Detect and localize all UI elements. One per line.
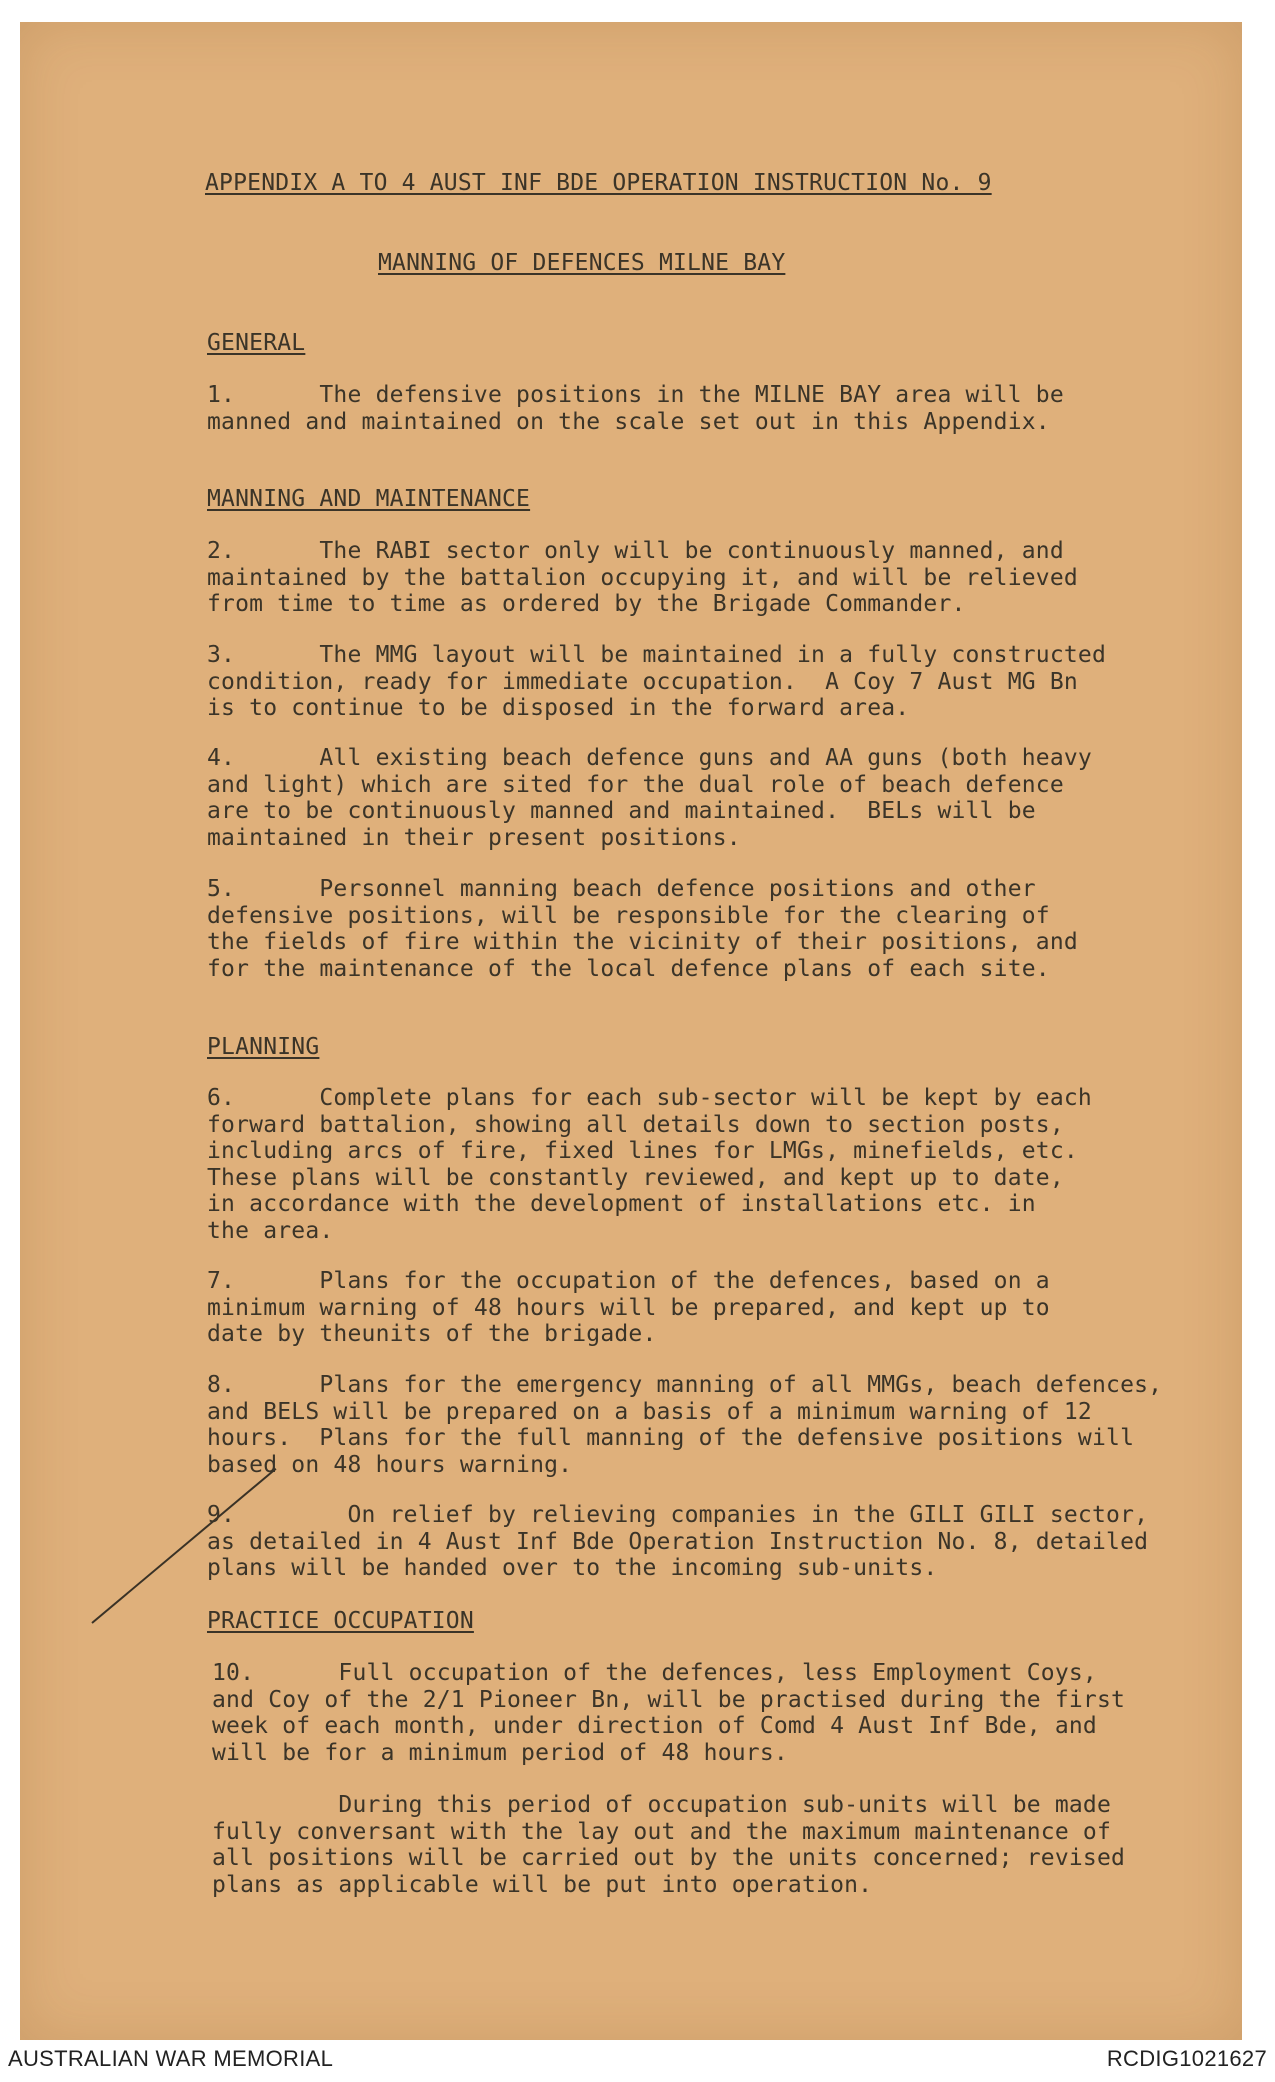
text-line: 2. The RABI sector only will be continuously manned, and xyxy=(207,538,1064,564)
text-line: APPENDIX A TO 4 AUST INF BDE OPERATION INSTRUCTION No. 9 xyxy=(205,170,992,196)
text-line: and BELS will be prepared on a basis of a minimum warning of 12 xyxy=(207,1398,1092,1425)
text-line: plans as applicable will be put into operation. xyxy=(212,1871,873,1898)
text-line: will be for a minimum period of 48 hours. xyxy=(212,1739,788,1766)
text-line: based on 48 hours warning. xyxy=(207,1451,573,1478)
heading-manning xyxy=(207,486,530,513)
text-line: MANNING OF DEFENCES MILNE BAY xyxy=(378,250,786,276)
footer-document-id: RCDIG1021627 xyxy=(1106,2046,1267,2071)
paragraph-7 xyxy=(207,1268,1050,1348)
paragraph-4 xyxy=(207,745,1092,851)
heading-planning xyxy=(207,1034,319,1061)
text-line: 5. Personnel manning beach defence positions and other xyxy=(207,876,1036,902)
text-line: 4. All existing beach defence guns and AA guns (both heavy xyxy=(207,745,1092,771)
text-line: maintained by the battalion occupying it, and will be relieved xyxy=(207,564,1078,591)
text-line: PLANNING xyxy=(207,1034,320,1060)
text-line: manned and maintained on the scale set out in this Appendix. xyxy=(207,408,1050,435)
text-line: 10. Full occupation of the defences, less Employment Coys, xyxy=(212,1660,1097,1686)
paragraph-8 xyxy=(207,1372,1162,1478)
text-line: from time to time as ordered by the Brigade Commander. xyxy=(207,591,966,617)
text-line: in accordance with the development of installations etc. in xyxy=(207,1191,1036,1217)
text-line: the fields of fire within the vicinity of their positions, and xyxy=(207,929,1078,955)
text-line: including arcs of fire, fixed lines for LMGs, minefields, etc. xyxy=(207,1138,1078,1164)
text-line: defensive positions, will be responsible for the clearing of xyxy=(207,902,1050,929)
text-line: plans will be handed over to the incoming sub-units. xyxy=(207,1555,938,1581)
heading-general xyxy=(207,330,305,357)
paragraph-1 xyxy=(207,382,1064,435)
text-line: hours. Plans for the full manning of the defensive positions will xyxy=(207,1425,1135,1451)
text-line: as detailed in 4 Aust Inf Bde Operation Instruction No. 8, detailed xyxy=(207,1528,1149,1555)
paragraph-2 xyxy=(207,538,1078,618)
paragraph-10 xyxy=(212,1660,1125,1766)
footer-archive-label: AUSTRALIAN WAR MEMORIAL xyxy=(8,2046,334,2071)
text-line: GENERAL xyxy=(207,330,306,356)
text-line: 1. The defensive positions in the MILNE BAY area will be xyxy=(207,382,1064,408)
heading-practice xyxy=(207,1608,474,1635)
text-line: 8. Plans for the emergency manning of all MMGs, beach defences, xyxy=(207,1372,1163,1398)
text-line: forward battalion, showing all details down to section posts, xyxy=(207,1111,1064,1138)
text-line: and light) which are sited for the dual role of beach defence xyxy=(207,771,1064,798)
text-line: fully conversant with the lay out and the maximum maintenance of xyxy=(212,1818,1112,1845)
text-line: MANNING AND MAINTENANCE xyxy=(207,486,531,512)
text-line: are to be continuously manned and maintained. BELs will be xyxy=(207,798,1036,824)
text-line: minimum warning of 48 hours will be prepared, and kept up to xyxy=(207,1294,1050,1321)
text-line: date by theunits of the brigade. xyxy=(207,1321,657,1347)
document-subtitle xyxy=(378,250,785,277)
text-line: These plans will be constantly reviewed, and kept up to date, xyxy=(207,1164,1064,1191)
text-line: 6. Complete plans for each sub-sector will be kept by each xyxy=(207,1085,1092,1111)
text-line: condition, ready for immediate occupation. A Coy 7 Aust MG Bn xyxy=(207,668,1078,695)
text-line: and Coy of the 2/1 Pioneer Bn, will be practised during the first xyxy=(212,1686,1126,1713)
text-line: 3. The MMG layout will be maintained in a fully constructed xyxy=(207,642,1107,668)
text-line: all positions will be carried out by the units concerned; revised xyxy=(212,1845,1126,1871)
paragraph-11 xyxy=(212,1792,1125,1898)
text-line: the area. xyxy=(207,1217,334,1244)
text-line: maintained in their present positions. xyxy=(207,824,741,851)
text-line: 9. On relief by relieving companies in the GILI GILI sector, xyxy=(207,1502,1149,1528)
text-line: for the maintenance of the local defence plans of each site. xyxy=(207,955,1050,982)
text-line: is to continue to be disposed in the forward area. xyxy=(207,695,910,721)
paragraph-6 xyxy=(207,1085,1092,1244)
text-line: 7. Plans for the occupation of the defences, based on a xyxy=(207,1268,1050,1294)
document-title xyxy=(205,170,992,197)
paragraph-9 xyxy=(207,1502,1148,1582)
text-line: week of each month, under direction of Comd 4 Aust Inf Bde, and xyxy=(212,1713,1097,1739)
paragraph-5 xyxy=(207,876,1078,982)
text-line: PRACTICE OCCUPATION xyxy=(207,1608,474,1634)
paragraph-3 xyxy=(207,642,1106,722)
text-line: During this period of occupation sub-units will be made xyxy=(212,1792,1112,1818)
